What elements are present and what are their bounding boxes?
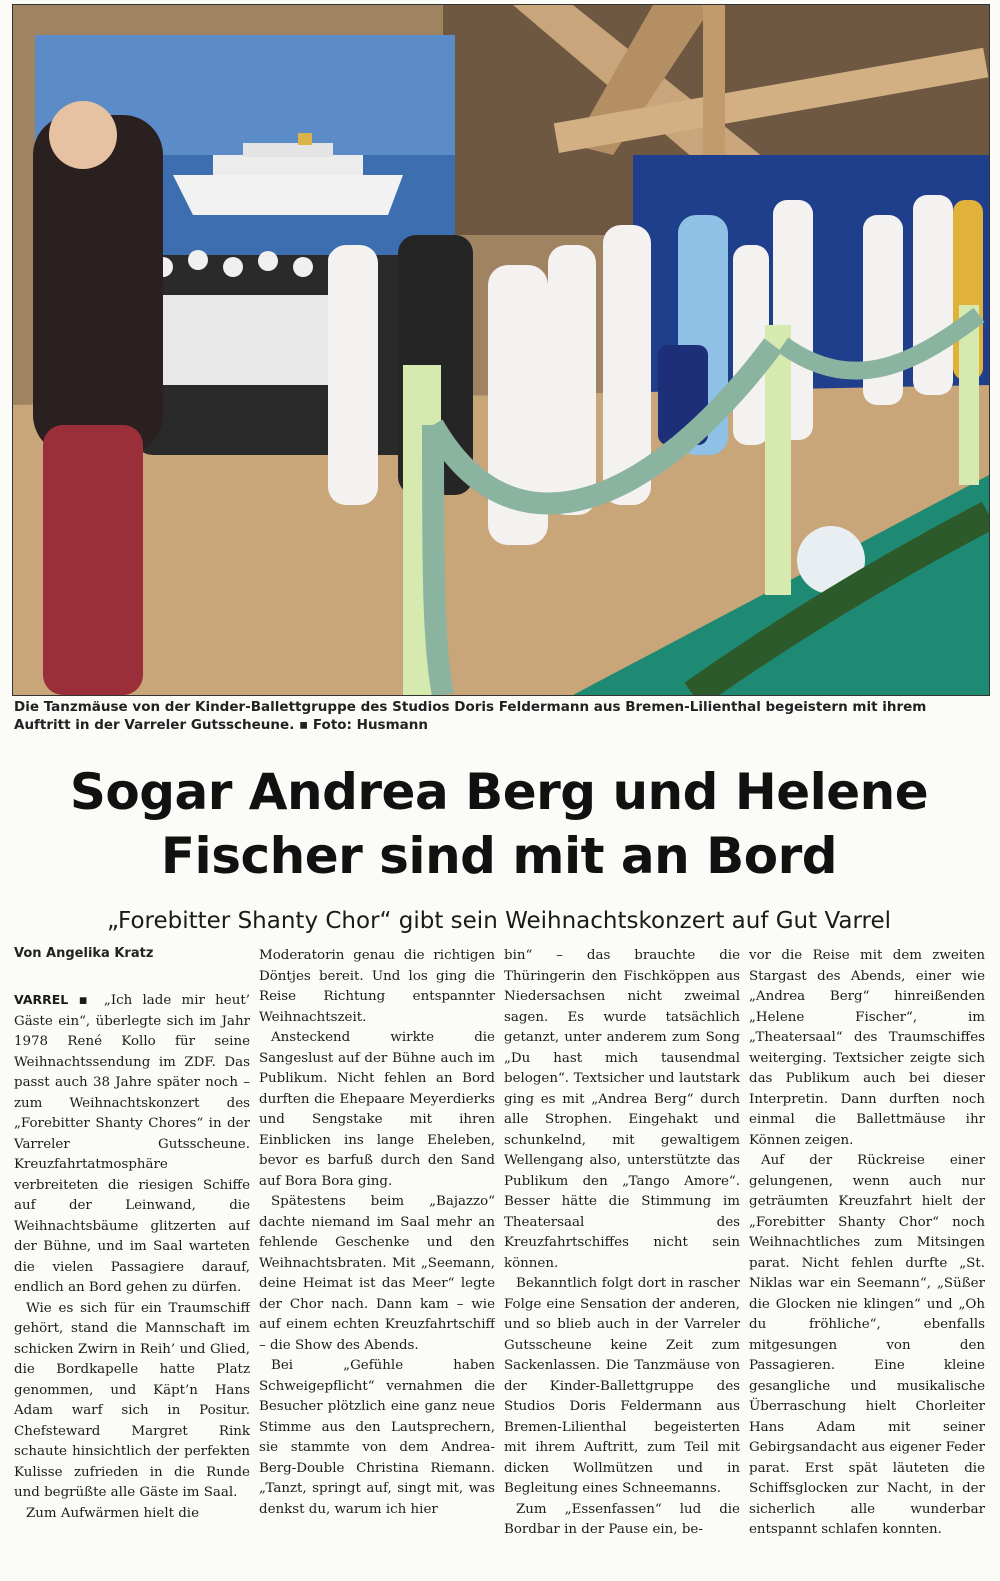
paragraph: vor die Reise mit dem zweiten Stargast des Abends, einer wie „Andrea Berg“ hinreißenden „Helene Fischer“, im „Theatersaal“ des Traumschiffes weiterging. Textsicher zeigte sich das Publikum auch bei dieser Interpretin. Dann durften noch einmal die Ballettmäuse ihr Können zeigen. — [749, 948, 985, 1148]
paragraph: Zum „Essenfassen“ lud die Bordbar in der Pause ein, be- — [504, 1501, 740, 1537]
photo-caption: Die Tanzmäuse von der Kinder-Ballettgruppe des Studios Doris Feldermann aus Bremen-Lilienthal begeistern mit ihrem Auftritt in der Varreler Gutsscheune. ▪ Foto: Husmann — [14, 699, 927, 733]
paragraph: Auf der Rückreise einer gelungenen, wenn auch nur geträumten Kreuzfahrt hielt der „Forebitter Shanty Chor“ noch Weihnachtliches zum Mitsingen parat. Nicht fehlen durfte „St. Niklas war ein Seemann“, „Süßer die Glocken nie klingen“ und „Oh du fröhliche“, ebenfalls mitgesungen von den Passagieren. Eine kleine gesangliche und musikalische Überraschung hielt Chorleiter Hans Adam mit seiner Gebirgsandacht aus eigener Feder parat. Erst spät läuteten die Schiffsglocken zur Nacht, in der sicherlich alle wunderbar entspannt schlafen konnten. — [749, 1153, 985, 1537]
paragraph: Bei „Gefühle haben Schweigepflicht“ vernahmen die Besucher plötzlich eine ganz neue Stimme aus den Lautsprechern, sie stammte von dem Andrea-Berg-Double Christina Riemann. „Tanzt, springt auf, singt mit, was denkst du, warum ich hier — [259, 1358, 495, 1517]
headline-line-1: Sogar Andrea Berg und Helene — [69, 763, 929, 821]
stage-scene-illustration — [13, 5, 989, 695]
article-column-3 — [504, 946, 740, 1578]
article-column-1 — [14, 990, 250, 1578]
article-photo — [12, 4, 990, 696]
paragraph: Spätestens beim „Bajazzo“ dachte niemand im Saal mehr an fehlende Geschenke und den Weihnachtsbraten. Mit „Seemann, deine Heimat ist das Meer“ legte der Chor nach. Dann kam – wie auf einem echten Kreuzfahrtschiff – die Show des Abends. — [259, 1194, 495, 1353]
paragraph — [14, 990, 250, 1299]
dateline-bullet: ▪ — [78, 992, 94, 1008]
byline: Von Angelika Kratz — [14, 946, 154, 961]
paragraph: Wie es sich für ein Traumschiff gehört, stand die Mannschaft im schicken Zwirn in Reih’ und Glied, die Bordkapelle hatte Platz genommen, und Käpt’n Hans Adam warf sich in Positur. Chefsteward Margret Rink schaute hinsichtlich der perfekten Kulisse zufrieden in die Runde und begrüßte alle Gäste im Saal. — [14, 1300, 250, 1500]
paragraph: Ansteckend wirkte die Sangeslust auf der Bühne auch im Publikum. Nicht fehlen an Bord durften die Ehepaare Meyerdierks und Sengstake mit ihren Einblicken ins lange Eheleben, bevor es barfuß durch den Sand auf Bora Bora ging. — [259, 1030, 495, 1189]
headline-line-2: Fischer sind mit an Bord — [160, 827, 838, 885]
headline — [14, 760, 984, 888]
paragraph: Bekanntlich folgt dort in rascher Folge eine Sensation der anderen, und so blieb auch in der Varreler Gutsscheune keine Zeit zum Sackenlassen. Die Tanzmäuse von der Kinder-Ballettgruppe des Studios Doris Feldermann aus Bremen-Lilienthal begeisterten mit ihrem Auftritt, zum Teil mit dicken Wollmützen und in Begleitung eines Schneemanns. — [504, 1276, 740, 1496]
paragraph: bin“ – das brauchte die Thüringerin den Fischköppen aus Niedersachsen nicht zweimal sagen. Es wurde tatsächlich getanzt, unter anderem zum Song „Du hast mich tausendmal belogen“. Textsicher und lautstark ging es mit „Andrea Berg“ durch alle Strophen. Eingehakt und schunkelnd, mit gewaltigem Wellengang also, unterstützte das Publikum den „Tango Amore“. Besser hätte die Stimmung im Theatersaal des Kreuzfahrtschiffes nicht sein können. — [504, 948, 740, 1271]
article-column-2 — [259, 946, 495, 1578]
paragraph: Moderatorin genau die richtigen Döntjes bereit. Und los ging die Reise Richtung entspannter Weihnachtszeit. — [259, 948, 495, 1025]
paragraph: Zum Aufwärmen hielt die — [26, 1505, 200, 1521]
paragraph-text: „Ich lade mir heut’ Gäste ein“, überlegte sich im Jahr 1978 René Kollo für seine Weihnachtssendung im ZDF. Das passt auch 38 Jahre später noch – zum Weihnachtskonzert des „Forebitter Shanty Chores“ in der Varreler Gutsscheune. Kreuzfahrtatmosphäre verbreiteten die riesigen Schiffe auf der Leinwand, die Weihnachtsbäume glitzerten auf der Bühne, und im Saal warteten die vielen Passagiere darauf, endlich an Bord gehen zu dürfen. — [14, 993, 250, 1295]
article-column-4 — [749, 946, 985, 1578]
subheadline: „Forebitter Shanty Chor“ gibt sein Weihnachtskonzert auf Gut Varrel — [106, 908, 892, 934]
dateline: VARREL — [14, 992, 69, 1007]
